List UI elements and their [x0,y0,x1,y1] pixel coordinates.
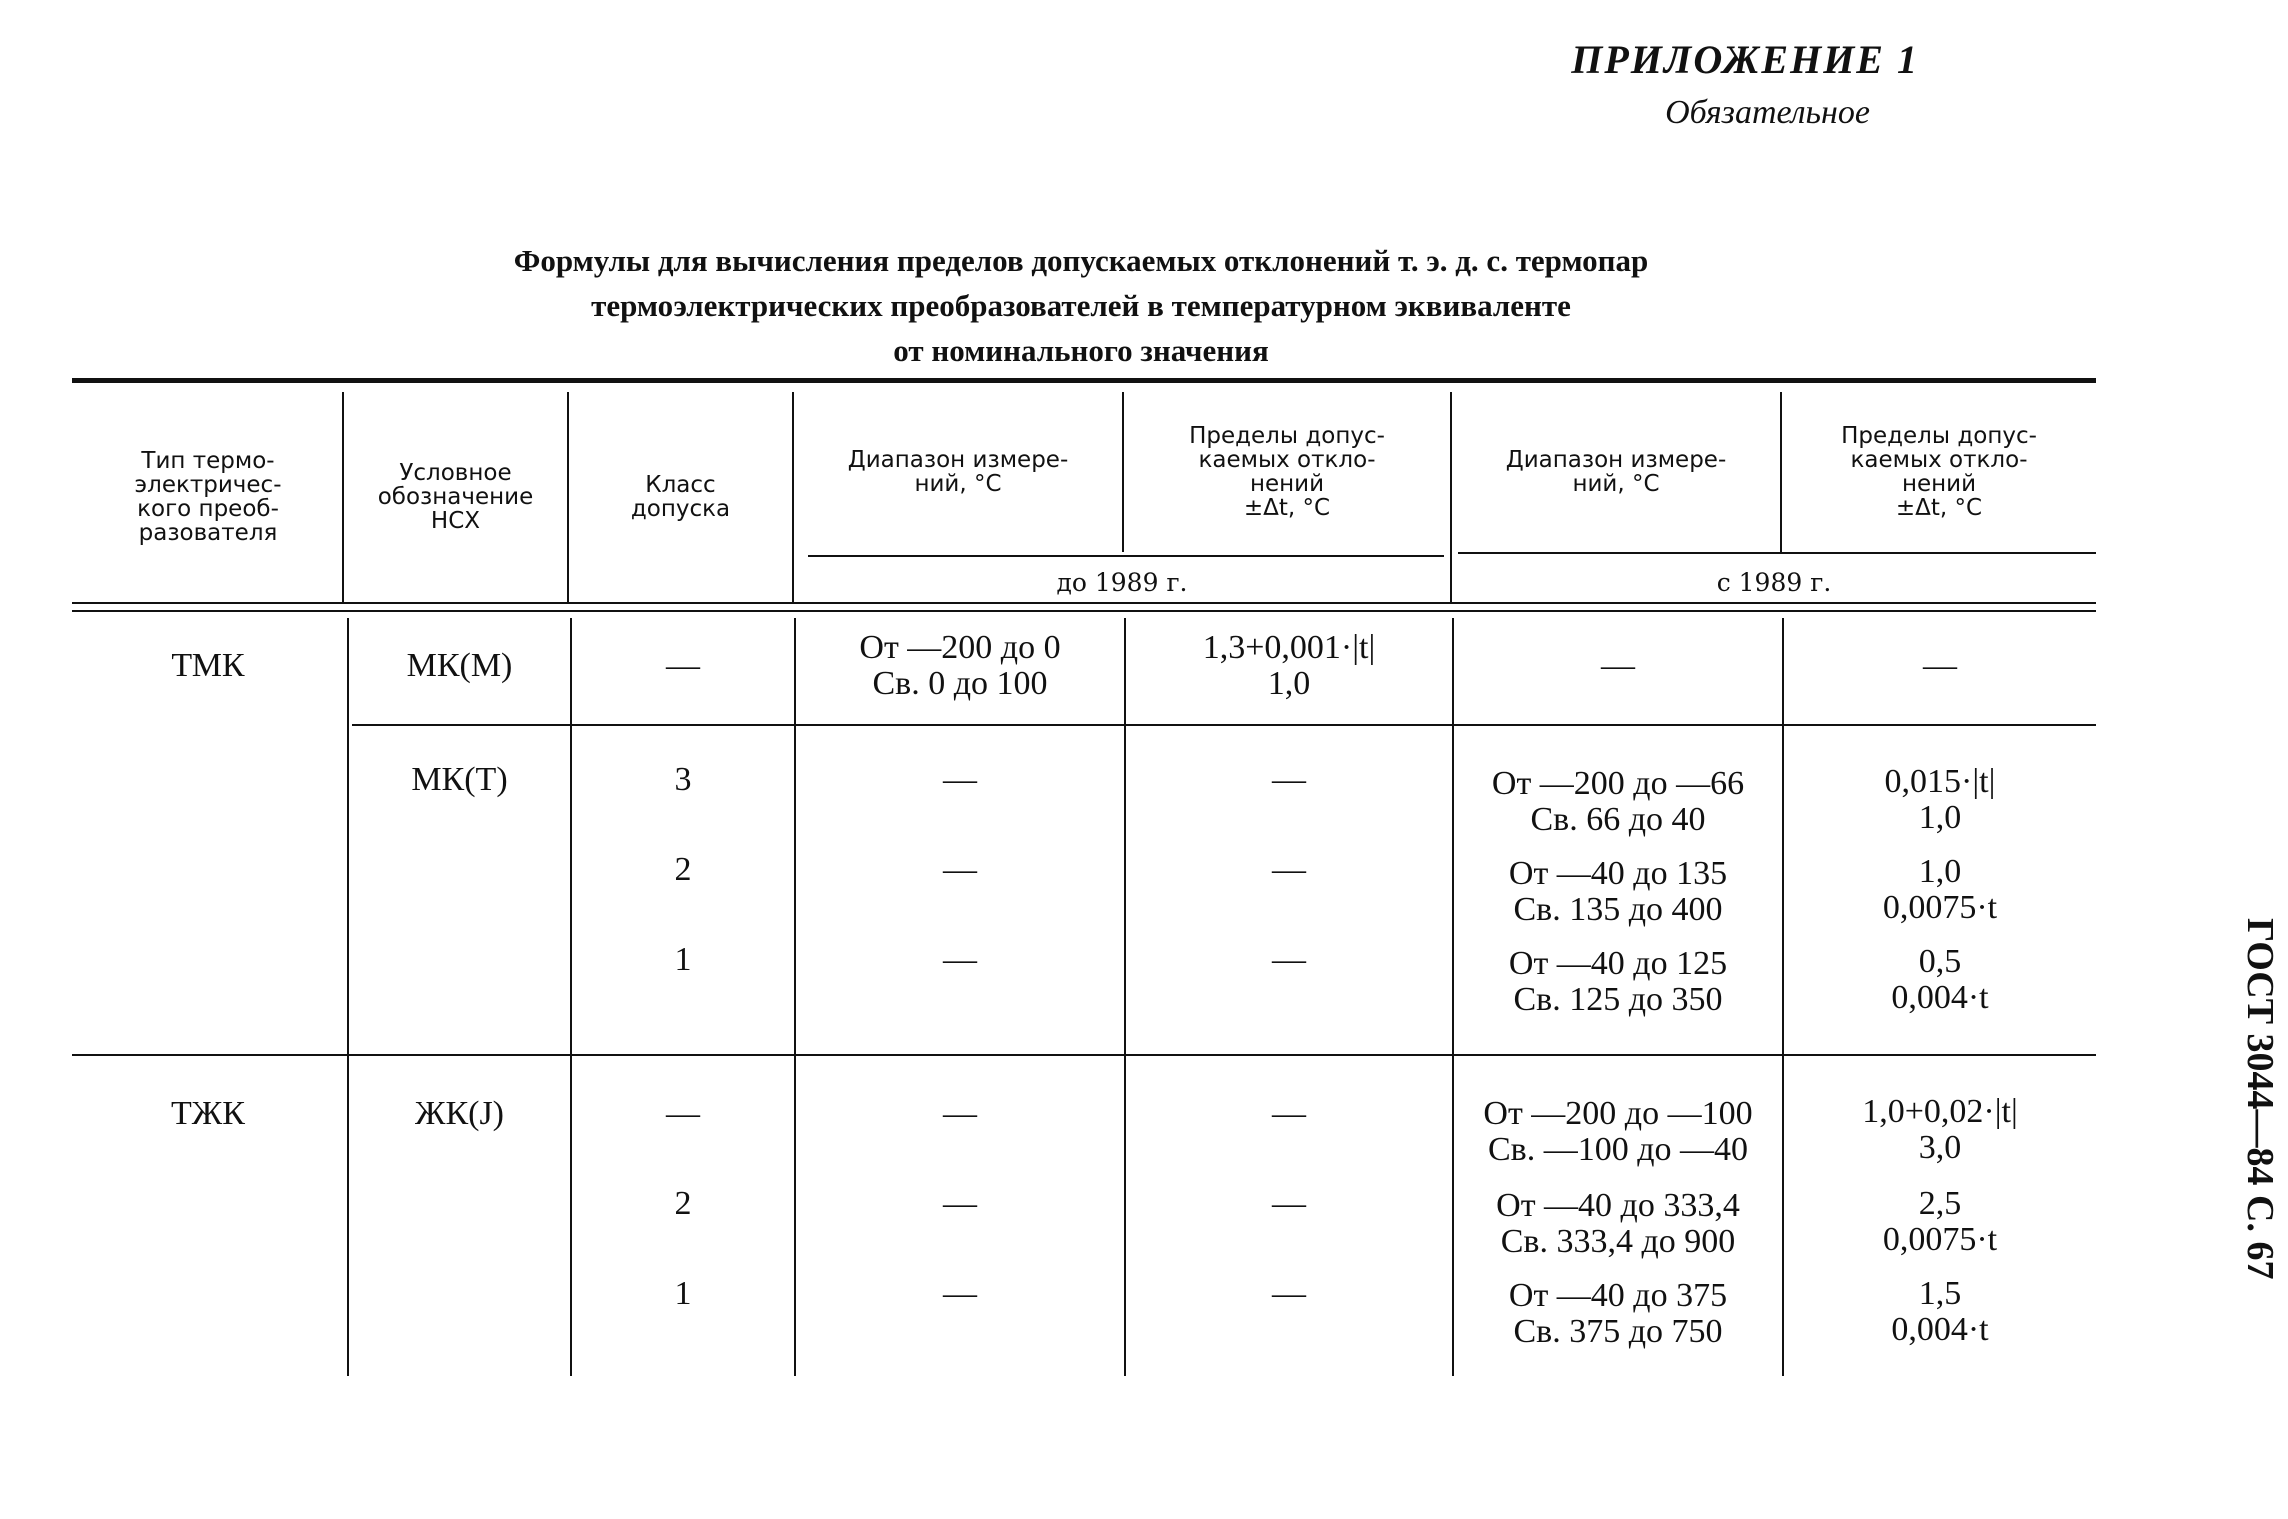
cell-class: 1 [674,1275,692,1312]
cell-nsx-mkm: МК(М) [406,647,513,684]
cell-range-old: — [943,1185,977,1222]
header-nsx: Условное обозначение НСХ [377,460,534,534]
cell-limits-new: 0,5 0,004·t [1891,943,1989,1016]
cell-limits-new: 1,5 0,004·t [1891,1275,1989,1348]
cell-range-new: От —40 до 333,4 Св. 333,4 до 900 [1496,1187,1740,1260]
cell-class: 3 [674,761,692,798]
cell-range-new: От —200 до —100 Св. —100 до —40 [1483,1095,1753,1168]
cell-limits-new: 1,0+0,02·|t| 3,0 [1862,1093,2018,1166]
cell-range-old: От —200 до 0 Св. 0 до 100 [859,629,1061,702]
cell-range-old: — [943,1275,977,1312]
cell-type-tjk: ТЖК [171,1095,245,1132]
cell-range-new: От —40 до 135 Св. 135 до 400 [1508,855,1728,928]
header-range-old: Диапазон измере- ний, °С [847,447,1069,497]
cell-range-new: От —200 до —66 Св. 66 до 40 [1491,765,1745,838]
header-range-new: Диапазон измере- ний, °С [1505,447,1727,497]
appendix-status: Обязательное [1665,94,1870,131]
cell-range-old: — [943,1095,977,1132]
cell-range-old: — [943,851,977,888]
title-line-1: Формулы для вычисления пределов допускаемых отклонений т. э. д. с. термопар [513,243,1649,278]
period-before-1989: до 1989 г. [1056,568,1188,597]
cell-nsx-jkj: ЖК(J) [414,1095,505,1132]
title-line-3: от номинального значения [893,333,1269,368]
table-title [72,238,2090,373]
cell-range-new: — [1601,647,1635,684]
cell-limits-new: — [1923,647,1957,684]
cell-limits-new: 1,0 0,0075·t [1882,853,1998,926]
cell-class: — [666,1095,700,1132]
header-limits-new: Пределы допус- каемых откло- нений ±Δt, °С [1841,423,2037,521]
header-bottom-rule-1 [72,602,2096,604]
cell-range-old: — [943,941,977,978]
header-class: Класс допуска [630,472,731,522]
cell-limits-old: 1,3+0,001·|t| 1,0 [1202,629,1376,702]
cell-range-new: От —40 до 375 Св. 375 до 750 [1508,1277,1728,1350]
appendix-label: ПРИЛОЖЕНИЕ 1 [1571,37,1919,82]
header-type: Тип термо- электричес- кого преоб- разователя [134,448,282,546]
cell-limits-old: — [1272,1185,1306,1222]
cell-nsx-mkt: МК(Т) [411,761,508,798]
vrule-body-4 [1124,618,1126,1376]
cell-limits-old: — [1272,1275,1306,1312]
cell-class: 2 [674,851,692,888]
row-separator-tmk [352,724,2096,726]
cell-class: — [666,647,700,684]
header-bottom-rule-2 [72,610,2096,612]
cell-type-tmk: ТМК [171,647,245,684]
cell-class: 2 [674,1185,692,1222]
header-limits-old: Пределы допус- каемых откло- нений ±Δt, °С [1189,423,1385,521]
vrule-body-3 [794,618,796,1376]
cell-limits-old: — [1272,851,1306,888]
cell-range-new: От —40 до 125 Св. 125 до 350 [1508,945,1728,1018]
cell-limits-old: — [1272,761,1306,798]
period-rule-old [808,555,1444,557]
vrule-body-2 [570,618,572,1376]
title-line-2: термоэлектрических преобразователей в температурном эквиваленте [591,288,1571,323]
cell-class: 1 [674,941,692,978]
cell-limits-old: — [1272,1095,1306,1132]
vrule-body-1 [347,618,349,1376]
period-since-1989: с 1989 г. [1716,568,1832,597]
cell-limits-new: 0,015·|t| 1,0 [1884,763,1996,836]
cell-limits-old: — [1272,941,1306,978]
standard-page-label: ГОСТ 3044—84 С. 67 [2239,918,2281,1280]
table-top-rule [72,378,2096,383]
period-rule-new [1458,552,2096,554]
cell-limits-new: 2,5 0,0075·t [1882,1185,1998,1258]
cell-range-old: — [943,761,977,798]
group-separator [72,1054,2096,1056]
